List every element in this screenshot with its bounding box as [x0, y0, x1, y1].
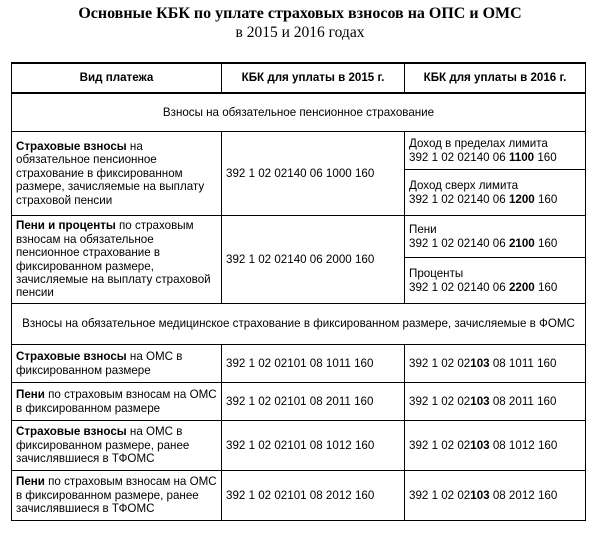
desc-bold: Пени и проценты: [16, 219, 116, 233]
kbk-2016-code: 392 1 02 02140 06 2200 160: [409, 280, 558, 294]
table-row: [12, 383, 586, 421]
desc-rest: по страховым взносам на обязательное пенсионное страхование в фиксированном размере, зачисляемые на выплату страховой пенсии: [16, 219, 211, 300]
kbk-2016-code: 392 1 02 02140 06 1100 160: [409, 150, 557, 164]
kbk-2016-code: 392 1 02 02140 06 1200 160: [409, 192, 558, 206]
kbk-2016-cell: 392 1 02 02103 08 2011 160: [405, 383, 586, 421]
desc-rest: на ОМС в фиксированном размере, ранее зачислявшиеся в ТФОМС: [16, 425, 190, 466]
desc-rest: на ОМС в фиксированном размере: [16, 350, 183, 377]
kbk-2016-cell: 392 1 02 02103 08 2012 160: [405, 471, 586, 521]
kbk-2016-cell: [405, 216, 586, 258]
kbk-2015-cell: 392 1 02 02140 06 1000 160: [222, 132, 405, 216]
kbk-2016-cell: [405, 132, 586, 170]
document-title: [0, 4, 600, 42]
payment-description: [12, 471, 222, 521]
desc-bold: Пени: [16, 475, 45, 489]
table-row: [12, 471, 586, 521]
table-row: [12, 132, 586, 170]
kbk-2015-cell: 392 1 02 02101 08 2011 160: [222, 383, 405, 421]
payment-description: [12, 383, 222, 421]
desc-bold: Пени: [16, 388, 45, 402]
desc-bold: Страховые взносы: [16, 139, 127, 153]
desc-rest: по страховым взносам на ОМС в фиксированном размере: [16, 388, 217, 415]
payment-description: [12, 421, 222, 471]
title-main: Основные КБК по уплате страховых взносов на ОПС и ОМС: [78, 5, 522, 22]
kbk-2016-label: Доход в пределах лимита: [409, 137, 548, 151]
header-payment-type: Вид платежа: [12, 63, 222, 93]
section-row-ops: [12, 93, 586, 132]
section-row-oms: [12, 304, 586, 345]
kbk-2016-label: Пени: [409, 223, 437, 237]
kbk-2015-cell: 392 1 02 02140 06 2000 160: [222, 216, 405, 304]
kbk-2015-cell: 392 1 02 02101 08 1011 160: [222, 345, 405, 383]
desc-rest: на обязательное пенсионное страхование в фиксированном размере, зачисляемые на выплату страховой пенсии: [16, 139, 205, 207]
kbk-2016-cell: 392 1 02 02103 08 1011 160: [405, 345, 586, 383]
section-ops-title: Взносы на обязательное пенсионное страхование: [12, 93, 586, 132]
payment-description: [12, 216, 222, 304]
table-row: [12, 216, 586, 258]
kbk-2016-cell: [405, 170, 586, 216]
kbk-2015-cell: 392 1 02 02101 08 2012 160: [222, 471, 405, 521]
payment-description: [12, 132, 222, 216]
header-kbk-2016: КБК для уплаты в 2016 г.: [405, 63, 586, 93]
table-row: [12, 345, 586, 383]
header-row: [12, 63, 586, 93]
desc-bold: Страховые взносы: [16, 350, 127, 364]
desc-rest: по страховым взносам на ОМС в фиксированном размере, ранее зачислявшиеся в ТФОМС: [16, 475, 217, 516]
payment-description: [12, 345, 222, 383]
kbk-table: [11, 62, 586, 521]
title-sub: в 2015 и 2016 годах: [235, 24, 365, 41]
table-row: [12, 421, 586, 471]
header-kbk-2015: КБК для уплаты в 2015 г.: [222, 63, 405, 93]
kbk-2016-label: Проценты: [409, 267, 464, 281]
desc-bold: Страховые взносы: [16, 425, 127, 439]
kbk-2015-cell: 392 1 02 02101 08 1012 160: [222, 421, 405, 471]
kbk-2016-code: 392 1 02 02140 06 2100 160: [409, 236, 558, 250]
kbk-2016-cell: 392 1 02 02103 08 1012 160: [405, 421, 586, 471]
kbk-2016-cell: [405, 258, 586, 304]
kbk-2016-label: Доход сверх лимита: [409, 179, 519, 193]
section-oms-title: Взносы на обязательное медицинское страхование в фиксированном размере, зачисляемые в ФОМС: [12, 304, 586, 345]
